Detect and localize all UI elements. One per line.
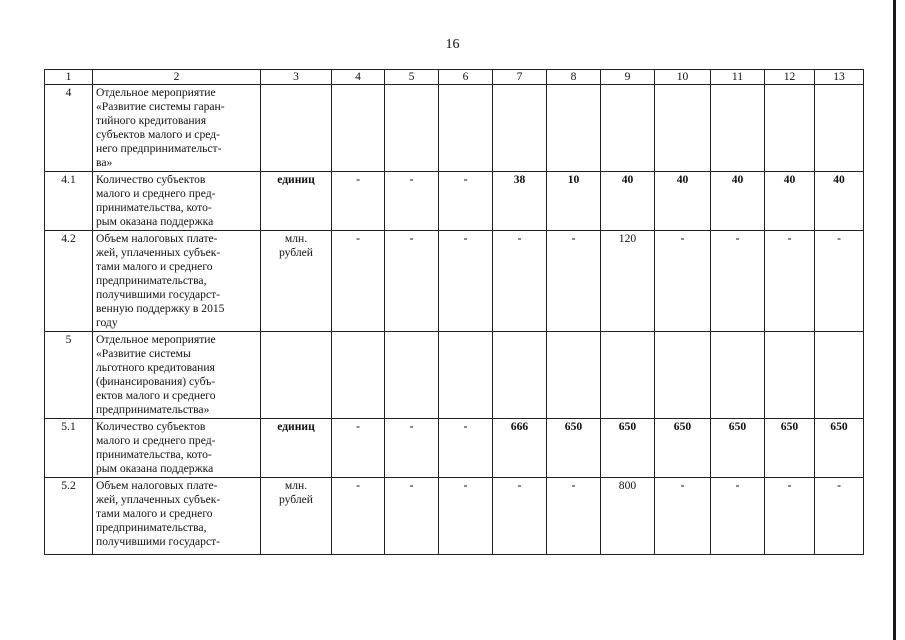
column-header: 11 <box>711 70 765 85</box>
value-cell <box>711 332 765 419</box>
value-cell: 650 <box>655 419 711 478</box>
value-cell <box>815 85 864 172</box>
value-cell: - <box>493 478 547 555</box>
value-cell: - <box>493 231 547 332</box>
column-header: 13 <box>815 70 864 85</box>
row-number: 4.1 <box>45 172 93 231</box>
page-edge-rule <box>893 0 896 640</box>
value-cell: 10 <box>547 172 601 231</box>
value-cell: 800 <box>601 478 655 555</box>
value-cell: - <box>332 478 385 555</box>
value-cell: 650 <box>765 419 815 478</box>
row-unit: млн. рублей <box>261 231 332 332</box>
value-cell <box>547 85 601 172</box>
value-cell <box>385 332 439 419</box>
column-header: 5 <box>385 70 439 85</box>
value-cell: 650 <box>601 419 655 478</box>
row-description: Отдельное мероприятие «Развитие системы льготного кредитования (финансирования) субъ- ектов малого и среднего предпринимательства» <box>93 332 261 419</box>
table-row <box>45 85 864 172</box>
table-row <box>45 332 864 419</box>
value-cell <box>385 85 439 172</box>
row-number: 5.1 <box>45 419 93 478</box>
value-cell <box>439 332 493 419</box>
column-number-row <box>45 70 864 85</box>
value-cell: - <box>385 419 439 478</box>
column-header: 4 <box>332 70 385 85</box>
value-cell <box>765 85 815 172</box>
value-cell <box>547 332 601 419</box>
row-description: Объем налоговых плате- жей, уплаченных субъек- тами малого и среднего предпринимательства, получившими государст- <box>93 478 261 555</box>
value-cell: 650 <box>547 419 601 478</box>
value-cell <box>493 85 547 172</box>
table-row <box>45 172 864 231</box>
column-header: 8 <box>547 70 601 85</box>
column-header: 2 <box>93 70 261 85</box>
column-header: 9 <box>601 70 655 85</box>
column-header: 7 <box>493 70 547 85</box>
value-cell: - <box>655 478 711 555</box>
value-cell: - <box>385 231 439 332</box>
row-description: Количество субъектов малого и среднего пред- принимательства, кото- рым оказана поддержка <box>93 172 261 231</box>
value-cell <box>601 332 655 419</box>
value-cell: - <box>439 419 493 478</box>
row-description: Отдельное мероприятие «Развитие системы гаран- тийного кредитования субъектов малого и сред- него предпринимательст- ва» <box>93 85 261 172</box>
table-row <box>45 231 864 332</box>
value-cell: - <box>385 172 439 231</box>
value-cell <box>815 332 864 419</box>
value-cell: - <box>439 478 493 555</box>
column-header: 10 <box>655 70 711 85</box>
row-description: Объем налоговых плате- жей, уплаченных субъек- тами малого и среднего предпринимательства, получившими государст- венную поддержку в 2015 году <box>93 231 261 332</box>
table-row <box>45 478 864 555</box>
value-cell: - <box>655 231 711 332</box>
value-cell: - <box>439 231 493 332</box>
value-cell: - <box>711 231 765 332</box>
value-cell: - <box>439 172 493 231</box>
value-cell: 40 <box>601 172 655 231</box>
value-cell: - <box>711 478 765 555</box>
table-row <box>45 419 864 478</box>
row-unit: млн. рублей <box>261 478 332 555</box>
column-header: 12 <box>765 70 815 85</box>
value-cell: - <box>765 478 815 555</box>
value-cell <box>332 332 385 419</box>
value-cell: - <box>332 172 385 231</box>
value-cell: - <box>332 231 385 332</box>
row-description: Количество субъектов малого и среднего пред- принимательства, кото- рым оказана поддержка <box>93 419 261 478</box>
value-cell <box>439 85 493 172</box>
value-cell: 40 <box>815 172 864 231</box>
value-cell <box>655 85 711 172</box>
value-cell <box>601 85 655 172</box>
column-header: 1 <box>45 70 93 85</box>
value-cell: 650 <box>711 419 765 478</box>
row-number: 5.2 <box>45 478 93 555</box>
value-cell <box>332 85 385 172</box>
value-cell: 40 <box>765 172 815 231</box>
value-cell: 650 <box>815 419 864 478</box>
value-cell: - <box>547 478 601 555</box>
value-cell: - <box>815 478 864 555</box>
value-cell <box>711 85 765 172</box>
row-number: 4 <box>45 85 93 172</box>
value-cell: - <box>547 231 601 332</box>
value-cell: 38 <box>493 172 547 231</box>
value-cell: - <box>385 478 439 555</box>
value-cell <box>655 332 711 419</box>
value-cell: - <box>765 231 815 332</box>
column-header: 6 <box>439 70 493 85</box>
row-number: 5 <box>45 332 93 419</box>
value-cell <box>493 332 547 419</box>
page-number: 16 <box>445 37 460 52</box>
value-cell: 40 <box>655 172 711 231</box>
row-unit <box>261 332 332 419</box>
column-header: 3 <box>261 70 332 85</box>
row-unit <box>261 85 332 172</box>
value-cell <box>765 332 815 419</box>
indicators-table <box>44 69 864 555</box>
value-cell: 120 <box>601 231 655 332</box>
value-cell: 40 <box>711 172 765 231</box>
value-cell: 666 <box>493 419 547 478</box>
value-cell: - <box>332 419 385 478</box>
row-unit: единиц <box>261 172 332 231</box>
row-number: 4.2 <box>45 231 93 332</box>
value-cell: - <box>815 231 864 332</box>
row-unit: единиц <box>261 419 332 478</box>
